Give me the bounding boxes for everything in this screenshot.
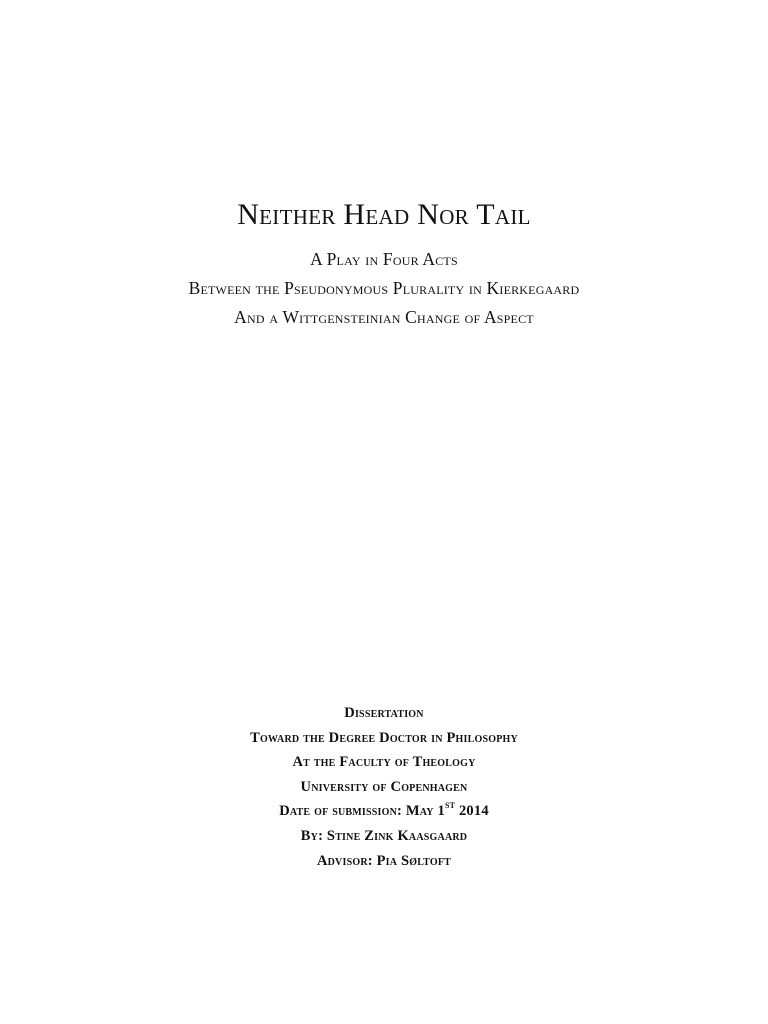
author-line: By: Stine Zink Kaasgaard: [300, 828, 468, 844]
advisor-line: Advisor: Pia Søltoft: [316, 853, 452, 869]
subtitle-line-1: A Play in Four Acts: [310, 249, 458, 269]
subtitle-line-3: And a Wittgensteinian Change of Aspect: [234, 307, 534, 327]
degree-line: Toward the Degree Doctor in Philosophy: [250, 730, 518, 746]
submission-date-year: 2014: [455, 803, 489, 819]
submission-date-line: [0, 803, 768, 820]
document-type: Dissertation: [344, 705, 424, 721]
submission-date-prefix: Date of submission: May 1: [279, 803, 445, 819]
subtitle-line-2: Between the Pseudonymous Plurality in Kierkegaard: [188, 278, 580, 298]
submission-date-ordinal: ST: [444, 801, 456, 810]
university-line: University of Copenhagen: [300, 779, 468, 795]
faculty-line: At the Faculty of Theology: [292, 754, 476, 770]
document-title: Neither Head Nor Tail: [237, 198, 531, 231]
